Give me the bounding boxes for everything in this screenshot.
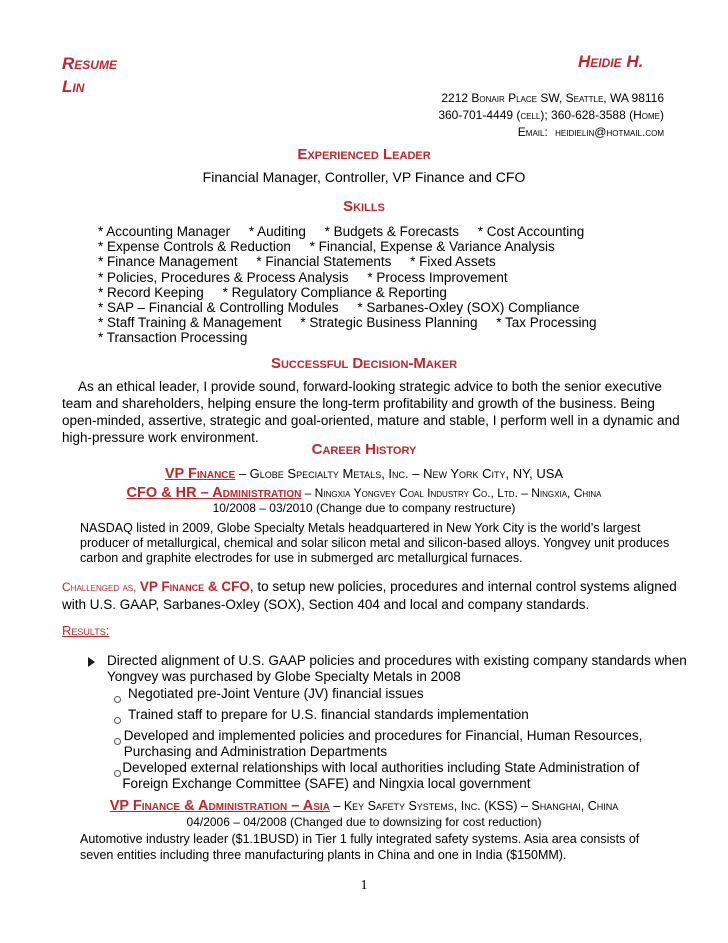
contact-email-link[interactable]: heidielin@hotmail.com [555,125,664,139]
challenge-prefix: Challenged as, [62,580,140,594]
list-item [114,760,674,792]
contact-address: 2212 Bonair Place SW, Seattle, WA 98116 [441,91,664,105]
results-label: Results: [62,623,110,638]
list-item [114,686,674,707]
header-first-name: Heidie H. [578,52,644,71]
job1-dates: 10/2008 – 03/2010 (Change due to company restructure) [212,501,516,515]
career-history-title: Career History [311,441,417,458]
circle-bullet-icon [114,707,128,728]
sub-results-list [114,686,674,792]
list-item [114,707,674,728]
job1-role-line-2 [0,485,728,501]
job1-company-2: – Ningxia Yongvey Coal Industry Co., Ltd. – Ningxia, China [301,486,602,500]
contact-email-row [438,124,664,141]
skills-line: * Accounting Manager * Auditing * Budgets & Forecasts * Cost Accounting [98,224,585,239]
skills-line: * Finance Management * Financial Statements * Fixed Assets [98,254,496,270]
skills-line: * SAP – Financial & Controlling Modules * Sarbanes-Oxley (SOX) Compliance [98,300,580,316]
job1-role-title-2: CFO & HR – Administration [126,485,302,501]
decision-maker-text: As an ethical leader, I provide sound, forward-looking strategic advice to both the senior executive team and shareholders, helping ensure the long-term profitability and growth of the business. Being open-minded, assertive, strategic and goal-oriented, mature and stable, I perform well in a dynamic and high-pressure work environment. [62,379,680,445]
challenge-role: VP Finance & CFO [139,579,250,594]
decision-maker-title: Successful Decision-Maker [270,355,458,372]
skills-title: Skills [343,198,385,215]
skills-line: * Policies, Procedures & Process Analysis * Process Improvement [98,269,508,285]
sub-result-text: Negotiated pre-Joint Venture (JV) financial issues [128,686,424,701]
main-result: Directed alignment of U.S. GAAP policies and procedures with existing company standards when Yongvey was purchased by Globe Specialty Metals in 2008 [107,653,687,684]
contact-email-label: Email: [517,125,548,139]
job1-role-title: VP Finance [164,466,236,482]
job2-company: – Key Safety Systems, Inc. (KSS) – Shanghai, China [329,799,619,813]
sub-result-text: Developed external relationships with local authorities including State Administration of Foreign Exchange Committee (SAFE) and Ningxia local government [122,760,640,791]
skills-line: * Transaction Processing [98,330,248,346]
skills-line: * Record Keeping * Regulatory Compliance & Reporting [98,284,447,300]
result-bullet-icon [88,655,95,670]
header-resume-label: Resume [62,54,117,73]
page-number: 1 [360,878,368,893]
challenge-text: , to setup new policies, procedures and internal control systems aligned with U.S. GAAP, Sarbanes-Oxley (SOX), Section 404 and local and company standards. [62,579,677,612]
contact-block [438,90,664,141]
job2-summary: Automotive industry leader ($1.1BUSD) in Tier 1 fully integrated safety systems. Asia area consists of seven entities including three manufacturing plants in China and one in India ($150MM). [80,832,640,862]
job1-company: – Globe Specialty Metals, Inc. – New York City, NY, USA [235,466,564,481]
contact-phones: 360-701-4449 (cell); 360-628-3588 (Home) [438,108,664,122]
skills-line: * Expense Controls & Reduction * Financial, Expense & Variance Analysis [98,239,555,255]
sub-result-text: Trained staff to prepare for U.S. financial standards implementation [128,707,529,722]
skills-list [98,224,597,346]
job1-summary: NASDAQ listed in 2009, Globe Specialty Metals headquartered in New York City is the world’s largest producer of metallurgical, chemical and solar silicon metal and silicon-based alloys. Yongvey unit produces carbon and graphite electrodes for use in submerged arc metallurgical furnaces. [80,521,670,565]
experienced-title: Experienced Leader [297,146,431,163]
job1-challenge [62,578,682,613]
job1-role-line-1 [0,466,728,482]
job2-dates: 04/2006 – 04/2008 (Changed due to downsizing for cost reduction) [186,815,542,829]
skills-line: * Staff Training & Management * Strategic Business Planning * Tax Processing [98,315,597,331]
sub-result-text: Developed and implemented policies and procedures for Financial, Human Resources, Purchasing and Administration Departments [123,728,643,759]
circle-bullet-icon [114,760,122,792]
circle-bullet-icon [114,728,124,760]
list-item [114,728,674,760]
job2-role-line [0,798,728,814]
job2-role-title: VP Finance & Administration – Asia [109,798,330,814]
experienced-subtitle: Financial Manager, Controller, VP Finance and CFO [202,169,526,185]
circle-bullet-icon [114,686,128,707]
header-title [62,52,117,98]
header-last-name: Lin [62,77,85,96]
